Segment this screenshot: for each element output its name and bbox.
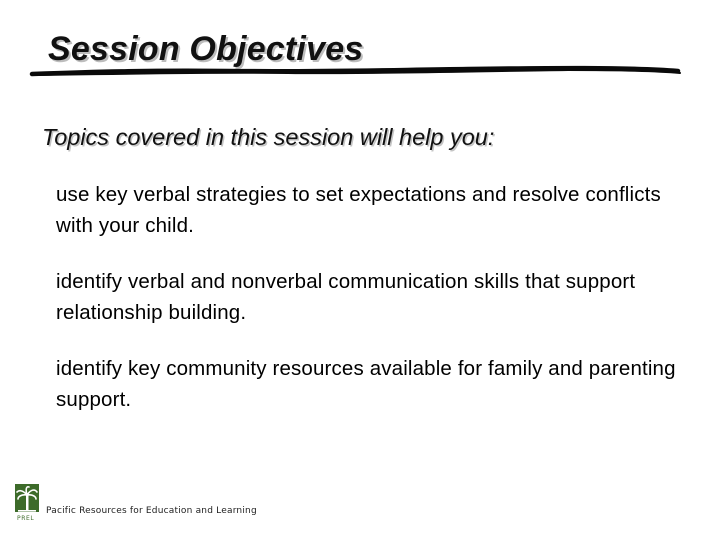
title-underline: [28, 62, 688, 84]
objective-item: use key verbal strategies to set expectations and resolve conflicts with your child.: [56, 183, 661, 237]
prel-palm-logo-icon: [15, 484, 39, 522]
objective-item: identify verbal and nonverbal communication skills that support relationship building.: [56, 270, 636, 324]
objectives-list: [56, 179, 696, 415]
objective-item: identify key community resources available for family and parenting support.: [56, 357, 676, 411]
svg-text:PREL: PREL: [17, 515, 35, 522]
slide-subtitle: Topics covered in this session will help you:: [42, 124, 495, 150]
footer-organization: Pacific Resources for Education and Learning: [46, 506, 257, 516]
slide-title: Session Objectives: [48, 30, 364, 68]
